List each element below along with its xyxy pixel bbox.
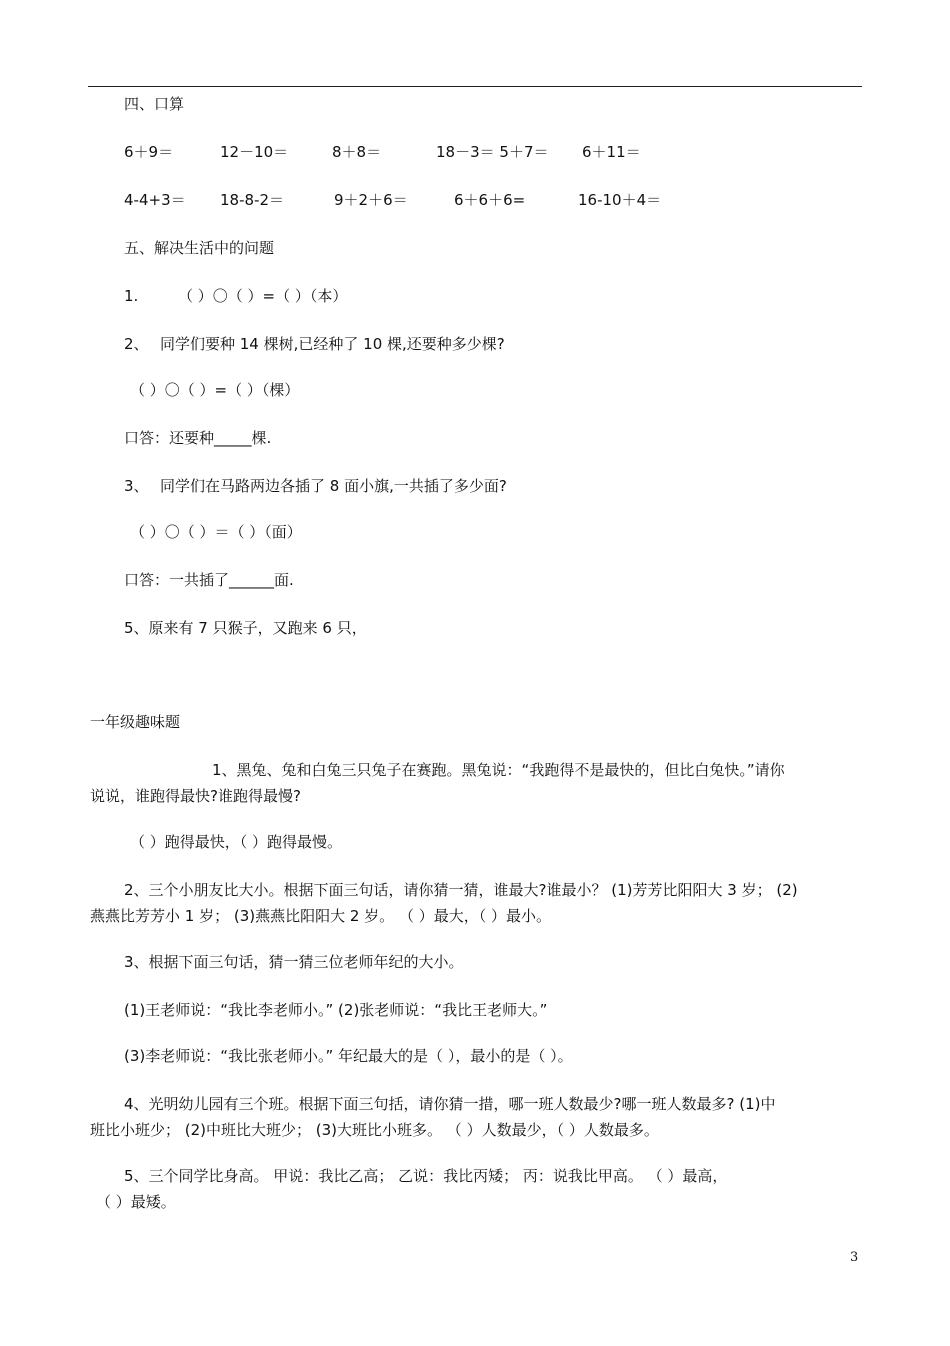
fun-q2-line: 燕燕比芳芳小 1 岁； (3)燕燕比阳阳大 2 岁。 （ ）最大，（ ）最小。 (90, 907, 551, 925)
fun-q3-line: (1)王老师说：“我比李老师小。” (2)张老师说：“我比王老师大。” (124, 1001, 548, 1019)
calc-item: 6＋11＝ (582, 143, 641, 161)
question-2-text: 同学们要种 14 棵树,已经种了 10 棵,还要种多少棵? (160, 335, 505, 353)
page-number: 3 (850, 1250, 859, 1265)
fun-q5-line: 5、三个同学比身高。 甲说：我比乙高； 乙说：我比丙矮； 丙：说我比甲高。 （ ）最高， (124, 1167, 728, 1185)
fun-q1-line: 1、黑兔、兔和白兔三只兔子在赛跑。黑兔说：“我跑得不是最快的，但比白兔快。”请你 (212, 761, 785, 779)
calc-item: 4-4+3＝ (124, 191, 186, 209)
section-4-title: 四、口算 (124, 95, 185, 113)
fun-q4-line: 班比小班少； (2)中班比大班少； (3)大班比小班多。 （ ）人数最少，（ ）人数最多。 (90, 1121, 659, 1139)
section-5-title: 五、解决生活中的问题 (124, 239, 275, 257)
calc-item: 12－10＝ (220, 143, 289, 161)
calc-item: 8＋8＝ (332, 143, 382, 161)
question-1-equation: （ ）〇（ ）=（ ）（本） (178, 287, 348, 305)
fun-q3-line: (3)李老师说：“我比张老师小。” 年纪最大的是（ ），最小的是（ ）。 (124, 1047, 573, 1065)
fun-q1-answer: （ ）跑得最快，（ ）跑得最慢。 (130, 833, 343, 851)
fun-q3-line: 3、根据下面三句话，猜一猜三位老师年纪的大小。 (124, 953, 464, 971)
fun-q2-line: 2、三个小朋友比大小。根据下面三句话，请你猜一猜，谁最大?谁最小？ (1)芳芳比阳阳大 3 岁； (2) (124, 881, 798, 899)
question-5-text: 5、原来有 7 只猴子，又跑来 6 只， (124, 619, 367, 637)
question-3-text: 同学们在马路两边各插了 8 面小旗,一共插了多少面? (160, 477, 507, 495)
question-2-number: 2、 (124, 335, 149, 353)
question-3-equation: （ ）〇（ ）＝（ ）（面） (130, 523, 302, 541)
calc-item: 18－3＝ 5＋7＝ (436, 143, 549, 161)
fun-q5-line: （ ）最矮。 (96, 1193, 176, 1211)
header-rule (88, 86, 862, 87)
question-3-number: 3、 (124, 477, 149, 495)
calc-item: 16-10＋4＝ (578, 191, 662, 209)
calc-item: 18-8-2＝ (220, 191, 284, 209)
fun-q1-line: 说说，谁跑得最快?谁跑得最慢? (90, 787, 301, 805)
question-1-number: 1. (124, 287, 139, 305)
question-2-equation: （ ）〇（ ）=（ ）（棵） (130, 381, 300, 399)
fun-section-title: 一年级趣味题 (90, 713, 181, 731)
calc-item: 9＋2＋6＝ (334, 191, 408, 209)
calc-item: 6＋6＋6= (454, 191, 526, 209)
fun-q4-line: 4、光明幼儿园有三个班。根据下面三句括，请你猜一措，哪一班人数最少?哪一班人数最多? (1)中 (124, 1095, 776, 1113)
question-2-answer: 口答：还要种_____棵. (124, 429, 272, 447)
calc-item: 6＋9＝ (124, 143, 174, 161)
question-3-answer: 口答：一共插了______面. (124, 571, 294, 589)
